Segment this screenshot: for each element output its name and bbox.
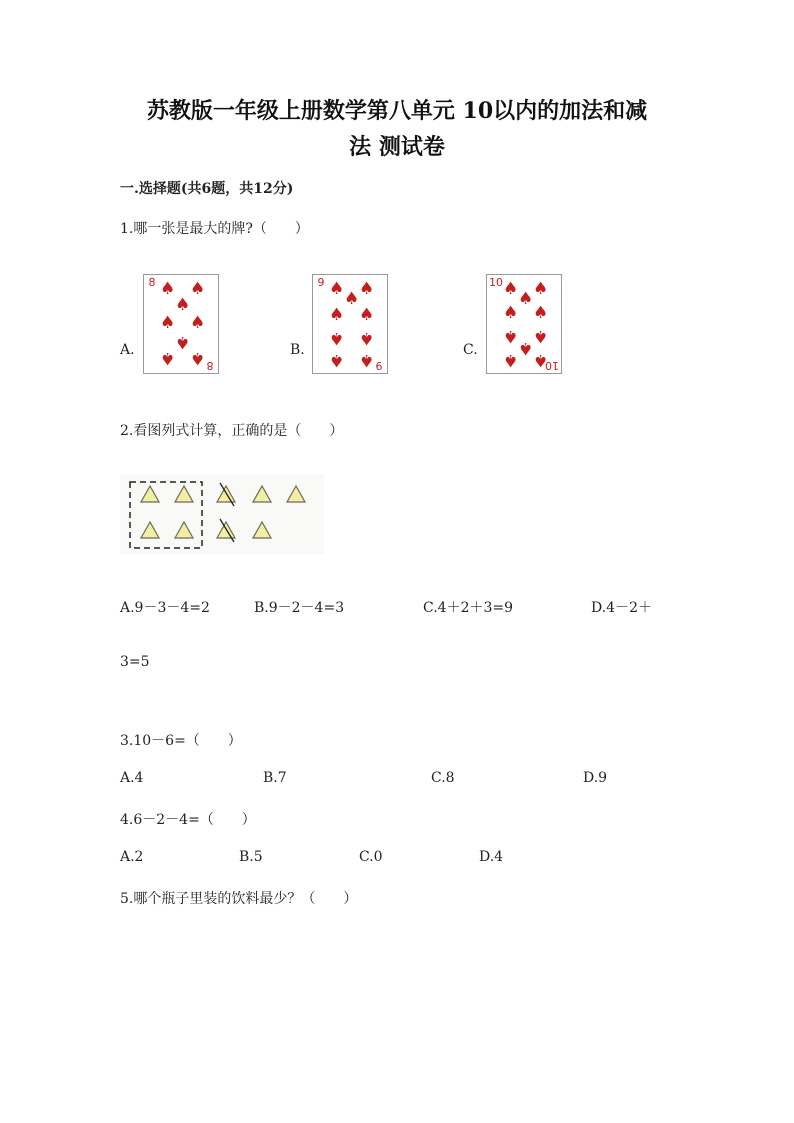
q2-option-b[interactable]: B.9－2－4=3 [254, 600, 345, 616]
q3-option-a[interactable]: A.4 [120, 770, 144, 786]
spade-icon: ♠ [359, 350, 375, 370]
spade-icon: ♠ [329, 279, 345, 299]
spade-icon: ♠ [518, 289, 534, 309]
spade-icon: ♠ [533, 303, 549, 323]
triangle-icon [141, 522, 159, 538]
q4-option-c[interactable]: C.0 [359, 849, 383, 865]
spade-icon: ♠ [503, 326, 519, 346]
question-1-stem: 1.哪一张是最大的牌?（ ） [120, 221, 309, 237]
playing-card-9-spades[interactable] [312, 274, 388, 374]
q3-option-c[interactable]: C.8 [431, 770, 455, 786]
triangle-icon [253, 486, 271, 502]
title-line-2: 法 测试卷 [349, 134, 445, 160]
q4-option-a[interactable]: A.2 [120, 849, 144, 865]
page-title [100, 93, 694, 165]
triangle-icon [253, 522, 271, 538]
card-rank-bottom: 8 [206, 359, 214, 372]
question-4-stem: 4.6－2－4=（ ） [120, 812, 256, 828]
spade-icon: ♠ [160, 279, 176, 299]
triangle-icon [141, 486, 159, 502]
q4-option-d[interactable]: D.4 [479, 849, 504, 865]
q1-option-c-label[interactable]: C. [463, 342, 478, 358]
spade-icon: ♠ [503, 279, 519, 299]
spade-icon: ♠ [518, 338, 534, 358]
triangle-figure [120, 474, 324, 554]
q3-option-b[interactable]: B.7 [263, 770, 287, 786]
card-rank-top: 9 [317, 276, 325, 289]
spade-icon: ♠ [359, 328, 375, 348]
triangle-icon [175, 522, 193, 538]
section-heading: 一.选择题(共6题，共12分) [120, 181, 294, 197]
spade-icon: ♠ [190, 348, 206, 368]
title-line-1: 苏教版一年级上册数学第八单元 10以内的加法和减 [146, 98, 648, 124]
card-rank-top: 8 [148, 276, 156, 289]
q2-option-d[interactable]: D.4－2＋ [591, 600, 652, 616]
spade-icon: ♠ [329, 328, 345, 348]
playing-card-8-spades[interactable] [143, 274, 219, 374]
spade-icon: ♠ [175, 332, 191, 352]
triangle-icon [175, 486, 193, 502]
q2-option-c[interactable]: C.4＋2＋3=9 [423, 600, 514, 616]
card-rank-bottom: 10 [545, 359, 559, 372]
triangle-figure-drawing [120, 474, 324, 554]
spade-icon: ♠ [329, 350, 345, 370]
spade-icon: ♠ [175, 295, 191, 315]
spade-icon: ♠ [533, 350, 549, 370]
q3-option-d[interactable]: D.9 [583, 770, 608, 786]
spade-icon: ♠ [190, 313, 206, 333]
q1-option-a-label[interactable]: A. [120, 342, 135, 358]
playing-card-10-spades[interactable] [486, 274, 562, 374]
spade-icon: ♠ [359, 279, 375, 299]
spade-icon: ♠ [503, 303, 519, 323]
q1-option-b-label[interactable]: B. [290, 342, 305, 358]
spade-icon: ♠ [160, 313, 176, 333]
q2-option-d-continued[interactable]: 3=5 [120, 654, 150, 670]
triangle-icon [287, 486, 305, 502]
spade-icon: ♠ [329, 305, 345, 325]
spade-icon: ♠ [190, 279, 206, 299]
question-2-stem: 2.看图列式计算，正确的是（ ） [120, 423, 344, 439]
card-rank-top: 10 [489, 276, 503, 289]
spade-icon: ♠ [533, 279, 549, 299]
q2-option-a[interactable]: A.9－3－4=2 [120, 600, 210, 616]
q4-option-b[interactable]: B.5 [239, 849, 263, 865]
spade-icon: ♠ [160, 348, 176, 368]
question-5-stem: 5.哪个瓶子里装的饮料最少？（ ） [120, 891, 358, 907]
spade-icon: ♠ [344, 289, 360, 309]
question-3-stem: 3.10－6=（ ） [120, 733, 242, 749]
spade-icon: ♠ [359, 305, 375, 325]
card-rank-bottom: 9 [375, 359, 383, 372]
spade-icon: ♠ [503, 350, 519, 370]
spade-icon: ♠ [533, 326, 549, 346]
